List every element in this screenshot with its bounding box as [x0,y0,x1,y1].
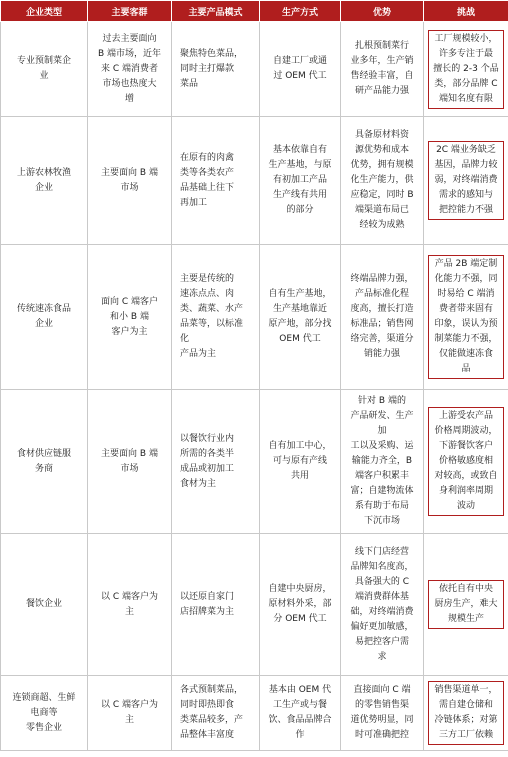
cell-challenges: 产品 2B 端定制 化能力不强，同 时易给 C 端消 费者带来固有 印象，误认为预 制菜能力不强， 仅能做速冻食 品 [424,245,508,390]
cell-product-mode: 各式预制菜品， 同时即热即食 类菜品较多，产 品整体丰富度 [172,676,260,751]
header-product-mode: 主要产品模式 [172,1,260,22]
cell-advantages: 线下门店经营 品牌知名度高， 具备强大的 C 端消费群体基 础，对终端消费 偏好更加敏感， 易把控客户需 求 [341,534,424,676]
cell-product-mode: 以还原自家门 店招牌菜为主 [172,534,260,676]
cell-enterprise-type: 连锁商超、生鲜 电商等 零售企业 [1,676,88,751]
table-row [1,676,508,751]
cell-enterprise-type: 食材供应链服 务商 [1,390,88,534]
cell-challenges: 2C 端业务缺乏 基因，品牌力较 弱，对终端消费 需求的感知与 把控能力不强 [424,117,508,245]
table-row [1,245,508,390]
cell-product-mode: 主要是传统的 速冻点点、肉 类、蔬菜、水产 品菜等，以标准化 产品为主 [172,245,260,390]
header-row [1,1,508,22]
header-advantages: 优势 [341,1,424,22]
cell-main-customers: 以 C 端客户为 主 [88,534,172,676]
header-production-method: 生产方式 [260,1,341,22]
cell-production-method: 基本由 OEM 代 工生产或与餐 饮、食品品牌合 作 [260,676,341,751]
cell-enterprise-type: 传统速冻食品 企业 [1,245,88,390]
cell-main-customers: 主要面向 B 端 市场 [88,117,172,245]
table-row [1,534,508,676]
cell-production-method: 自有加工中心， 可与原有产线 共用 [260,390,341,534]
cell-challenges: 销售渠道单一， 需自建仓储和 冷链体系；对第 三方工厂依赖 [424,676,508,751]
cell-main-customers: 主要面向 B 端 市场 [88,390,172,534]
cell-advantages: 针对 B 端的 产品研发、生产加 工以及采购、运 输能力齐全，B 端客户积累丰 富；自建物流体 系有助于布局 下沉市场 [341,390,424,534]
cell-production-method: 自有生产基地， 生产基地靠近 原产地，部分找 OEM 代工 [260,245,341,390]
cell-production-method: 基本依靠自有 生产基地，与原 有初加工产品 生产线有共用 的部分 [260,117,341,245]
cell-challenges: 依托自有中央 厨房生产，难大 规模生产 [424,534,508,676]
cell-enterprise-type: 专业预制菜企 业 [1,22,88,117]
cell-enterprise-type: 上游农林牧渔 企业 [1,117,88,245]
cell-product-mode: 在原有的肉禽 类等各类农产 品基础上往下 再加工 [172,117,260,245]
table-row [1,22,508,117]
cell-main-customers: 以 C 端客户为 主 [88,676,172,751]
table-row [1,117,508,245]
header-main-customers: 主要客群 [88,1,172,22]
cell-production-method: 自建工厂或通 过 OEM 代工 [260,22,341,117]
cell-challenges: 工厂规模较小， 许多专注于最 擅长的 2-3 个品 类，部分品牌 C 端知名度有限 [424,22,508,117]
header-enterprise-type: 企业类型 [1,1,88,22]
cell-advantages: 具备原材料资 源优势和成本 优势，拥有规模 化生产能力，供 应稳定，同时 B 端渠道布局已 经较为成熟 [341,117,424,245]
cell-enterprise-type: 餐饮企业 [1,534,88,676]
cell-advantages: 终端品牌力强， 产品标准化程 度高，擅长打造 标准品；销售网 络完善，渠道分 销能力强 [341,245,424,390]
cell-challenges: 上游受农产品 价格周期波动， 下游餐饮客户 价格敏感度相 对较高，或致自 身利润率周期 波动 [424,390,508,534]
cell-production-method: 自建中央厨房， 原材料外采，部 分 OEM 代工 [260,534,341,676]
cell-product-mode: 以餐饮行业内 所需的各类半 成品或初加工 食材为主 [172,390,260,534]
header-challenges: 挑战 [424,1,508,22]
table-row [1,390,508,534]
cell-main-customers: 面向 C 端客户 和小 B 端 客户为主 [88,245,172,390]
cell-main-customers: 过去主要面向 B 端市场，近年 来 C 端消费者 市场也热度大 增 [88,22,172,117]
cell-product-mode: 聚焦特色菜品， 同时主打爆款 菜品 [172,22,260,117]
cell-advantages: 直接面向 C 端 的零售销售渠 道优势明显，同 时可准确把控 [341,676,424,751]
cell-advantages: 扎根预制菜行 业多年，生产销 售经验丰富，自 研产品能力强 [341,22,424,117]
